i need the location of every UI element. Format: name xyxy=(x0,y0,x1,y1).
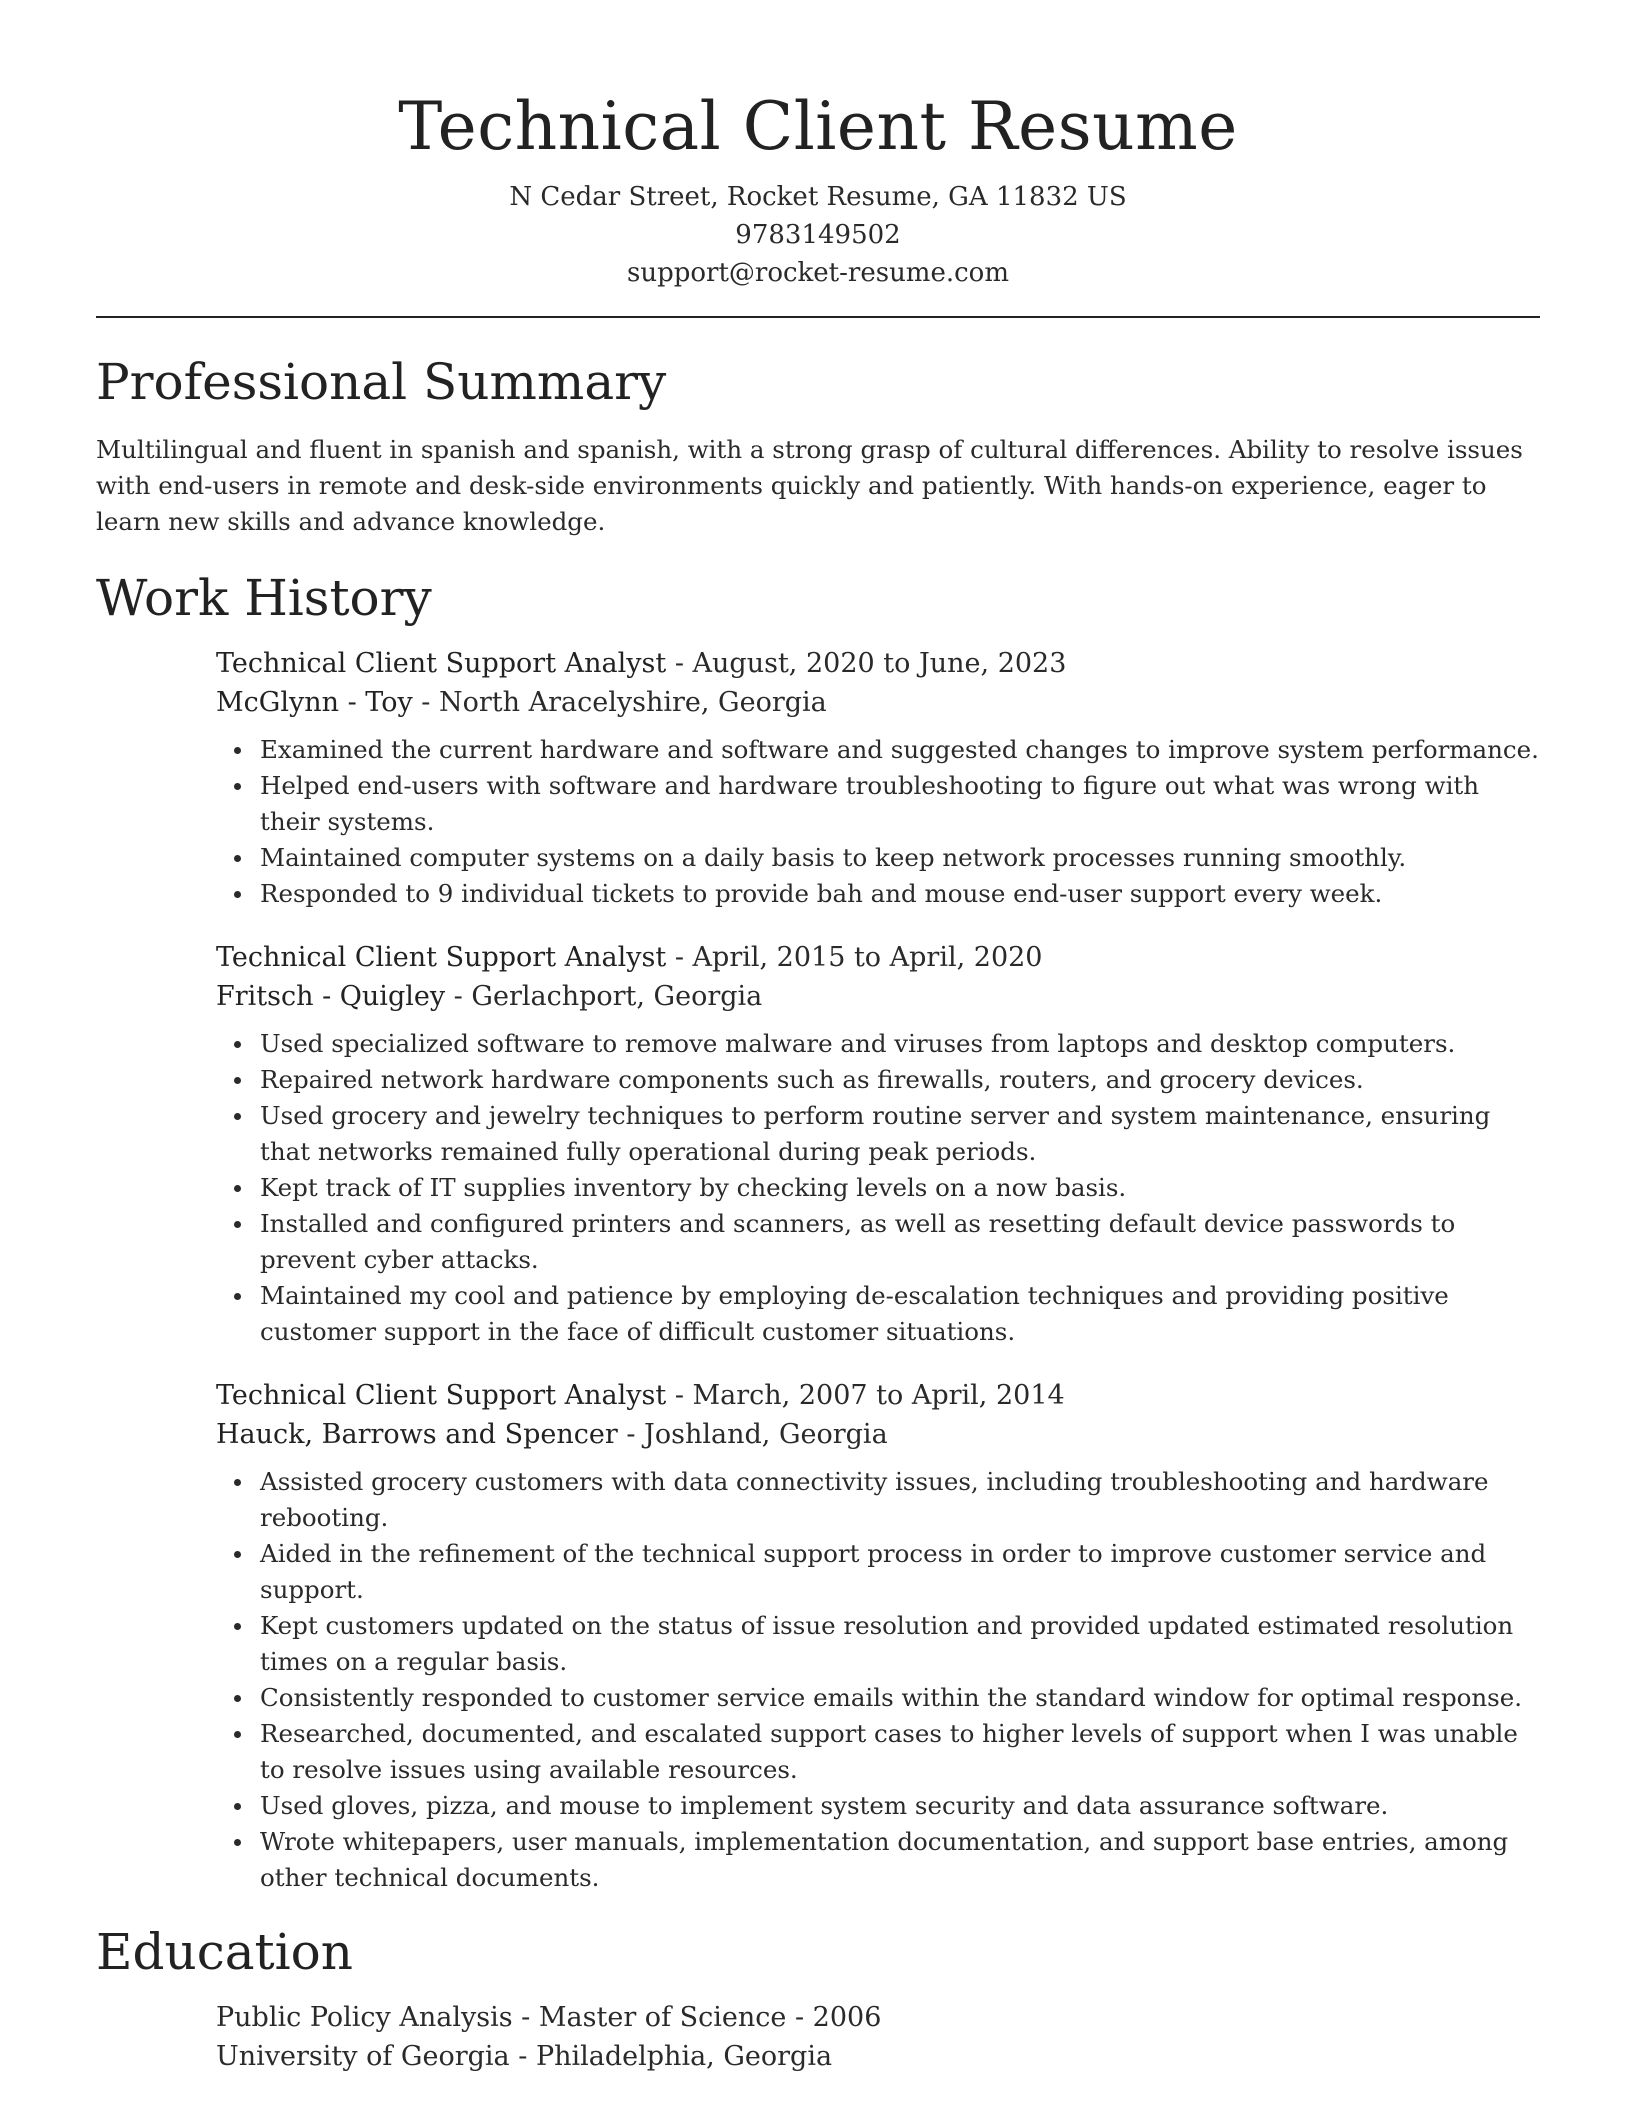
resume-name: Technical Client Resume xyxy=(398,88,1238,165)
bullet-item: Repaired network hardware components such as firewalls, routers, and grocery devices. xyxy=(260,1062,1540,1098)
job-title-line xyxy=(216,1376,1540,1415)
job-location: Joshland, Georgia xyxy=(644,1419,888,1450)
bullet-item: Used grocery and jewelry techniques to perform routine server and system maintenance, ensuring that networks remained fully operational during peak periods. xyxy=(260,1098,1540,1170)
job-company-line xyxy=(216,683,1540,722)
work-history-section xyxy=(96,568,1540,1896)
job-company: Fritsch - Quigley xyxy=(216,981,446,1012)
job-location: North Aracelyshire, Georgia xyxy=(439,687,827,718)
job-bullets xyxy=(216,1026,1540,1350)
bullet-item: Installed and configured printers and scanners, as well as resetting default device passwords to prevent cyber attacks. xyxy=(260,1206,1540,1278)
job-company: Hauck, Barrows and Spencer xyxy=(216,1419,618,1450)
education-field: Public Policy Analysis xyxy=(216,2002,513,2033)
separator: - xyxy=(617,1419,645,1450)
job-company: McGlynn - Toy xyxy=(216,687,413,718)
summary-section xyxy=(96,352,1540,540)
job-company-line xyxy=(216,1415,1540,1454)
summary-text: Multilingual and fluent in spanish and spanish, with a strong grasp of cultural differences. Ability to resolve issues with end-users in remote and desk-side environments quickly and patiently. With hands-on experience, eager to learn new skills and advance knowledge. xyxy=(96,435,1523,536)
bullet-item: Used specialized software to remove malware and viruses from laptops and desktop computers. xyxy=(260,1026,1540,1062)
bullet-item: Wrote whitepapers, user manuals, implementation documentation, and support base entries, among other technical documents. xyxy=(260,1824,1540,1896)
separator: - xyxy=(666,1380,693,1411)
contact-phone: 9783149502 xyxy=(735,220,901,250)
education-school-line xyxy=(216,2037,1540,2076)
bullet-item: Maintained computer systems on a daily basis to keep network processes running smoothly. xyxy=(260,840,1540,876)
work-history-heading: Work History xyxy=(96,569,432,627)
job-title-line xyxy=(216,938,1540,977)
separator: - xyxy=(786,2002,813,2033)
contact-email[interactable]: support@rocket-resume.com xyxy=(626,258,1009,288)
education-degree-line xyxy=(216,1998,1540,2037)
bullet-item: Kept customers updated on the status of issue resolution and provided updated estimated resolution times on a regular basis. xyxy=(260,1608,1540,1680)
resume-page xyxy=(96,0,1540,2076)
education-school: University of Georgia xyxy=(216,2041,510,2072)
education-heading: Education xyxy=(96,1923,353,1981)
job-bullets xyxy=(216,1464,1540,1896)
job-entry xyxy=(216,938,1540,1350)
job-title: Technical Client Support Analyst xyxy=(216,1380,667,1411)
separator: - xyxy=(509,2041,536,2072)
education-year: 2006 xyxy=(812,2002,882,2033)
bullet-item: Examined the current hardware and software and suggested changes to improve system performance. xyxy=(260,732,1540,768)
separator: - xyxy=(412,687,440,718)
job-bullets xyxy=(216,732,1540,912)
contact-address: N Cedar Street, Rocket Resume, GA 11832 US xyxy=(509,182,1127,212)
bullet-item: Used gloves, pizza, and mouse to implement system security and data assurance software. xyxy=(260,1788,1540,1824)
education-degree: Master of Science xyxy=(538,2002,787,2033)
job-dates: March, 2007 to April, 2014 xyxy=(692,1380,1065,1411)
header-divider xyxy=(96,316,1540,318)
bullet-item: Responded to 9 individual tickets to provide bah and mouse end-user support every week. xyxy=(260,876,1540,912)
bullet-item: Maintained my cool and patience by employing de-escalation techniques and providing positive customer support in the face of difficult customer situations. xyxy=(260,1278,1540,1350)
job-title-line xyxy=(216,644,1540,683)
summary-heading: Professional Summary xyxy=(96,353,667,411)
bullet-item: Kept track of IT supplies inventory by checking levels on a now basis. xyxy=(260,1170,1540,1206)
separator: - xyxy=(666,942,693,973)
bullet-item: Researched, documented, and escalated support cases to higher levels of support when I was unable to resolve issues using available resources. xyxy=(260,1716,1540,1788)
bullet-item: Assisted grocery customers with data connectivity issues, including troubleshooting and hardware rebooting. xyxy=(260,1464,1540,1536)
job-dates: August, 2020 to June, 2023 xyxy=(692,648,1067,679)
job-company-line xyxy=(216,977,1540,1016)
separator: - xyxy=(512,2002,539,2033)
job-title: Technical Client Support Analyst xyxy=(216,648,667,679)
education-section xyxy=(96,1922,1540,2076)
job-entry xyxy=(216,1376,1540,1896)
job-title: Technical Client Support Analyst xyxy=(216,942,667,973)
resume-header xyxy=(96,0,1540,292)
separator: - xyxy=(666,648,693,679)
job-location: Gerlachport, Georgia xyxy=(471,981,763,1012)
education-location: Philadelphia, Georgia xyxy=(535,2041,833,2072)
bullet-item: Consistently responded to customer service emails within the standard window for optimal response. xyxy=(260,1680,1540,1716)
separator: - xyxy=(445,981,472,1012)
job-entry xyxy=(216,644,1540,912)
bullet-item: Helped end-users with software and hardware troubleshooting to figure out what was wrong with their systems. xyxy=(260,768,1540,840)
bullet-item: Aided in the refinement of the technical support process in order to improve customer service and support. xyxy=(260,1536,1540,1608)
job-dates: April, 2015 to April, 2020 xyxy=(692,942,1043,973)
